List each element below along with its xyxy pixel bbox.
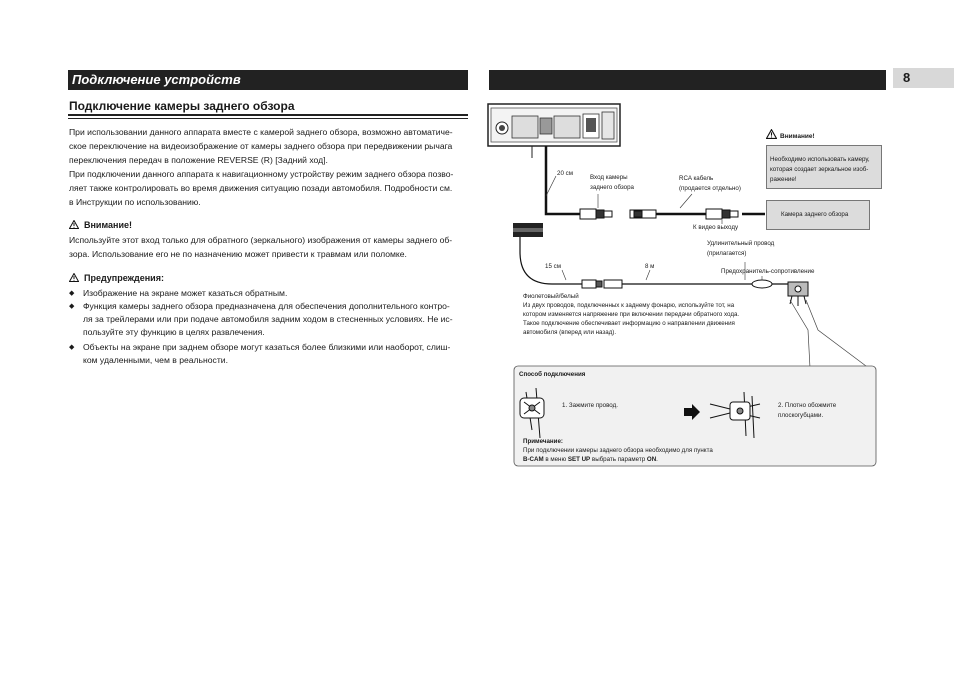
rear-camera-box: [766, 200, 870, 230]
splice-clip: [788, 282, 808, 306]
zoom-line: [806, 300, 874, 372]
label-violet-white: Фиолетовый/белый: [523, 293, 579, 300]
page-number: 8: [903, 70, 911, 85]
caution-line: Используйте этот вход только для обратного (зеркального) изображения от камеры заднего об-: [69, 235, 453, 245]
note-setup: SET UP: [567, 456, 591, 463]
intro-line: При подключении данного аппарата к навигационному устройству режим заднего обзора позво-: [69, 169, 454, 179]
diagram-caution-box: [766, 145, 882, 189]
note-line-1: При подключении камеры заднего обзора необходимо для пункта: [523, 447, 713, 454]
intro-line: ское переключение на видеоизображение от камеры заднего обзора при передвижении рычага: [69, 141, 453, 151]
leader-line: [680, 194, 692, 208]
label-rca-cable-1: RCA кабель: [679, 175, 714, 182]
method-step-2-line2: плоскогубцами.: [778, 412, 824, 419]
warning-triangle-icon: [766, 129, 777, 139]
caution-box-line: которая создает зеркальное изоб-: [770, 166, 869, 173]
warning-line: Изображение на экране может казаться обратным.: [83, 288, 288, 298]
intro-line: При использовании данного аппарата вместе с камерой заднего обзора, возможно автоматиче-: [69, 127, 453, 137]
section-title: Подключение устройств: [72, 72, 241, 87]
caution-line: зора. Использование его не по назначению может привести к травмам или поломке.: [69, 249, 407, 259]
intro-line: переключения передач в положение REVERSE (R) [Задний ход].: [69, 155, 328, 165]
camera-cable: [546, 146, 765, 214]
note-line-2: [523, 455, 658, 464]
warning-line: Функция камеры заднего обзора предназначена для обеспечения дополнительного контро-: [83, 301, 450, 311]
label-to-video-out: К видео выходу: [693, 224, 739, 231]
bullet-icon: ◆: [69, 344, 75, 351]
wire-desc-line: котором изменяется напряжение при включении передачи обратного хода.: [523, 311, 740, 318]
label-ext-wire-1: Удлинительный провод: [707, 240, 775, 247]
method-step-1: 1. Зажмите провод.: [562, 402, 618, 409]
label-fuse-resistor: Предохранитель-сопротивление: [721, 268, 815, 275]
caution-title: Внимание!: [84, 220, 132, 230]
note-text: выбрать параметр: [590, 456, 647, 463]
leader-line: [646, 270, 650, 280]
note-bcam: B-CAM: [523, 456, 544, 463]
label-8m: 8 м: [645, 263, 655, 270]
warning-line: ля за трейлерами или при подаче автомобиля задним ходом в стесненных условиях. Не ис-: [83, 314, 453, 324]
diagram-caution-title: Внимание!: [780, 133, 815, 140]
warning-line: пользуйте эту функцию в целях развлечения.: [83, 327, 265, 337]
note-on: ON: [646, 456, 657, 463]
label-ext-wire-2: (прилагается): [707, 250, 747, 257]
caution-box-line: ражение!: [770, 176, 797, 183]
rear-camera-label: Камера заднего обзора: [781, 211, 849, 218]
label-15cm: 15 см: [545, 263, 561, 270]
diagram-caution-heading: [766, 129, 815, 140]
label-20cm: 20 см: [557, 170, 573, 177]
wire-desc-line: Из двух проводов, подключенных к заднему фонарю, используйте тот, на: [523, 302, 735, 309]
warnings-title: Предупреждения:: [84, 273, 164, 283]
intro-line: в Инструкции по использованию.: [69, 197, 201, 207]
intro-line: ляет также контролировать во время движения ситуацию позади автомобиля. Подробности см.: [69, 183, 453, 193]
warning-line: ком удаленными, чем в реальности.: [83, 355, 228, 365]
warning-line: Объекты на экране при заднем обзоре могут казаться более близкими или наоборот, слиш-: [83, 342, 451, 352]
leader-line: [546, 176, 556, 196]
note-text: .: [656, 456, 658, 463]
method-title: Способ подключения: [519, 371, 586, 378]
head-unit-drawing: [488, 104, 620, 158]
bullet-icon: ◆: [69, 303, 75, 310]
wire-desc-line: автомобиля (вперед или назад).: [523, 329, 617, 336]
bullet-icon: ◆: [69, 290, 75, 297]
note-text: в меню: [543, 456, 568, 463]
label-rca-cable-2: (продается отдельно): [679, 185, 741, 192]
wire-desc-line: Такое подключение обеспечивает информацию о направлении движения: [523, 320, 735, 327]
label-camera-input-1: Вход камеры: [590, 174, 628, 181]
page-subtitle: Подключение камеры заднего обзора: [69, 99, 295, 113]
method-step-2-line1: 2. Плотно обожмите: [778, 402, 837, 409]
leader-line: [562, 270, 566, 280]
harness-connector: [513, 223, 543, 252]
caution-box-line: Необходимо использовать камеру,: [770, 156, 870, 163]
zoom-line: [790, 300, 810, 368]
note-title: Примечание:: [523, 438, 563, 445]
label-camera-input-2: заднего обзора: [590, 184, 634, 191]
